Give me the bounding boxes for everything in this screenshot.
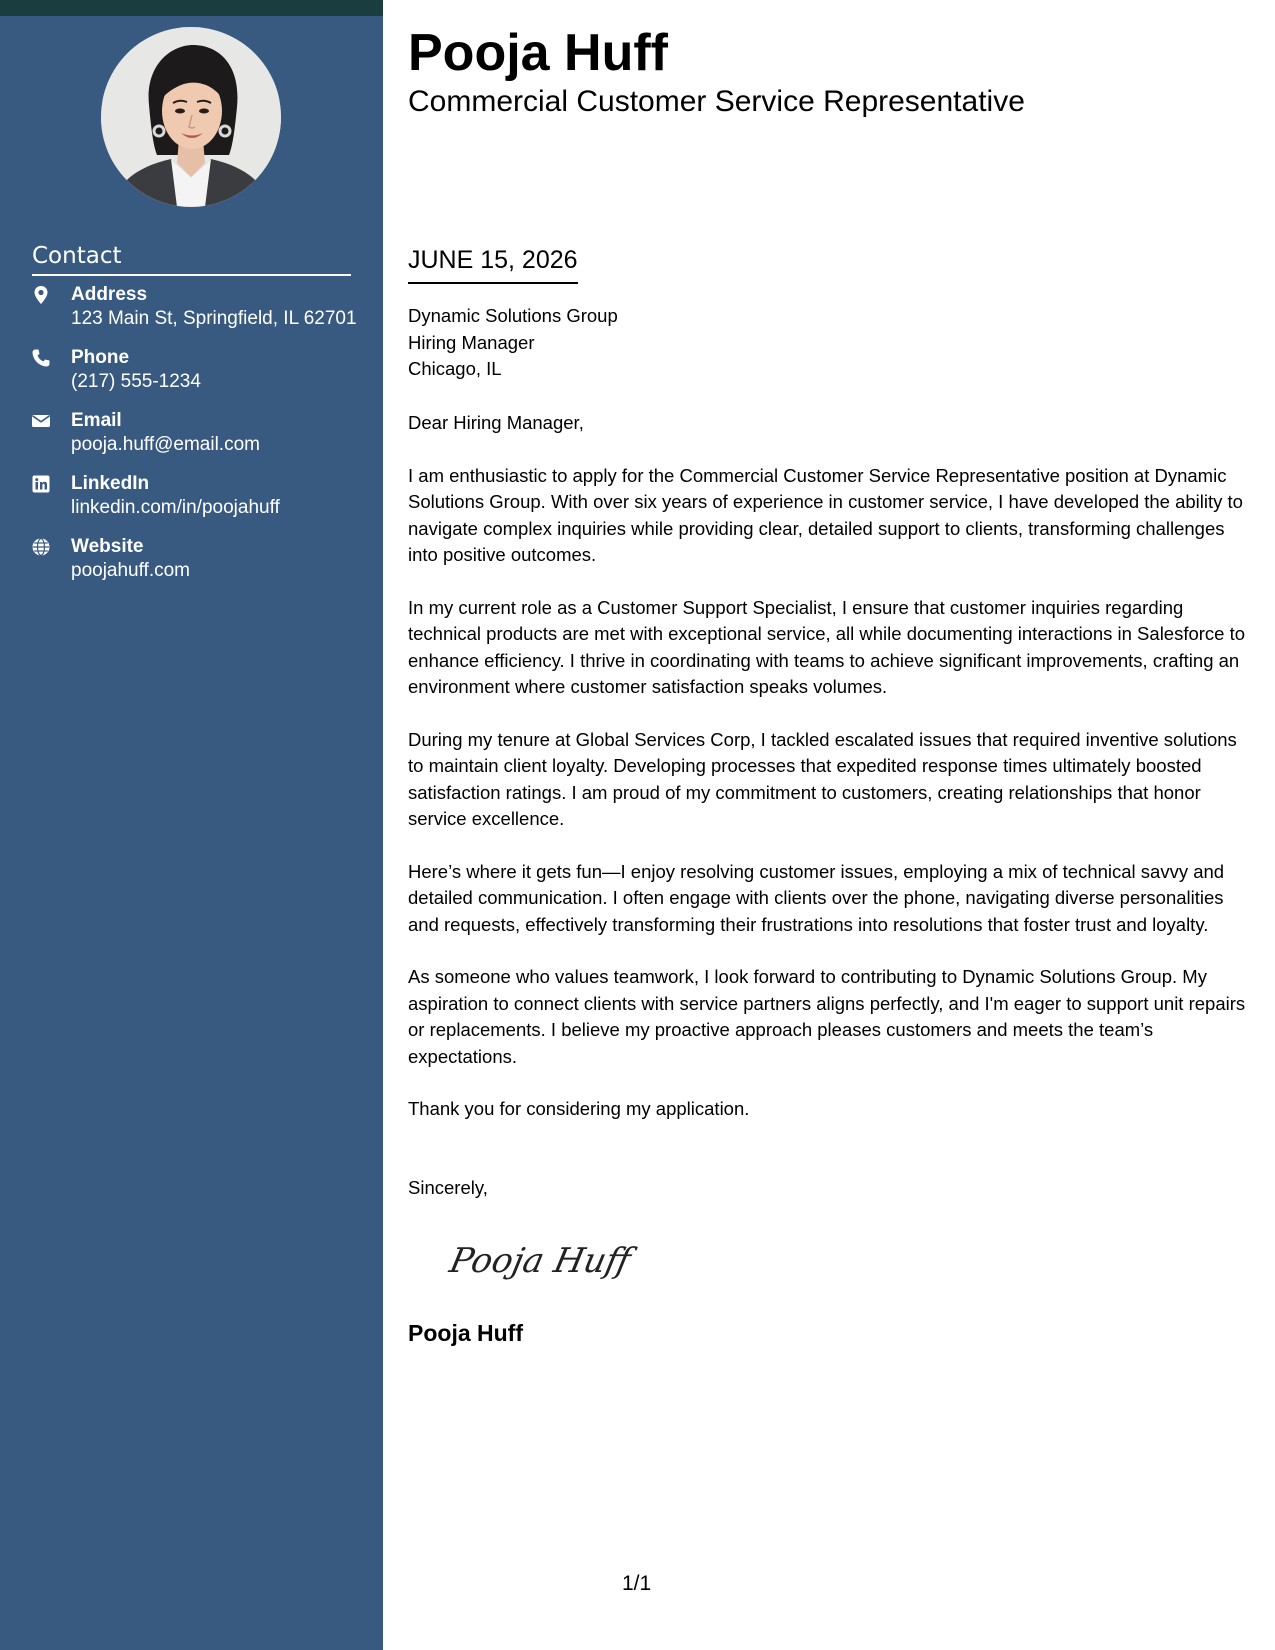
avatar	[101, 27, 281, 207]
linkedin-icon	[32, 475, 50, 493]
letter-paragraph: During my tenure at Global Services Corp, I tackled escalated issues that required inventive solutions to maintain client loyalty. Developing processes that expedited response times ultimately boosted satisfaction ratings. I am proud of my commitment to customers, creating relationships that honor service excellence.	[408, 728, 1237, 830]
letter-paragraph: Thank you for considering my application.	[408, 1098, 750, 1120]
signed-name: Pooja Huff	[408, 1320, 523, 1346]
globe-icon	[32, 538, 50, 556]
contact-item-address	[32, 283, 372, 346]
address-label: Address	[71, 284, 148, 305]
contact-item-website	[32, 535, 372, 598]
recipient-location: Chicago, IL	[408, 358, 502, 379]
contact-list	[32, 283, 372, 598]
contact-item-phone	[32, 346, 372, 409]
address-value: 123 Main St, Springfield, IL 62701	[71, 308, 357, 329]
handwritten-signature	[443, 1230, 643, 1295]
phone-value: (217) 555-1234	[71, 371, 201, 392]
sidebar-top-accent-bar	[0, 0, 383, 16]
closing: Sincerely,	[408, 1177, 488, 1198]
contact-item-email	[32, 409, 372, 472]
envelope-icon	[32, 412, 50, 430]
recipient-company: Dynamic Solutions Group	[408, 305, 618, 326]
letter-date: JUNE 15, 2026	[408, 244, 578, 284]
recipient-block	[408, 303, 618, 383]
website-label: Website	[71, 536, 144, 557]
linkedin-label: LinkedIn	[71, 473, 150, 494]
email-value: pooja.huff@email.com	[71, 434, 260, 455]
map-pin-icon	[32, 286, 50, 304]
letter-paragraph: As someone who values teamwork, I look forward to contributing to Dynamic Solutions Group. My aspiration to connect clients with service partners aligns perfectly, and I'm eager to support unit repairs or replacements. I believe my proactive approach pleases customers and meets the team’s expectations.	[408, 966, 1246, 1067]
letter-paragraph: I am enthusiastic to apply for the Commercial Customer Service Representative position at Dynamic Solutions Group. With over six years of experience in customer service, I have developed the ability to navigate complex inquiries while providing clear, detailed support to clients, transforming challenges into positive outcomes.	[408, 464, 1243, 566]
phone-icon	[32, 349, 50, 367]
recipient-title: Hiring Manager	[408, 331, 535, 353]
website-value: poojahuff.com	[71, 560, 191, 581]
avatar-portrait-image	[101, 27, 281, 207]
email-label: Email	[71, 410, 122, 431]
letter-paragraph: Here’s where it gets fun—I enjoy resolving customer issues, employing a mix of technical savvy and detailed communication. I often engage with clients over the phone, navigating diverse personalities and requests, effectively transforming their frustrations into resolutions that foster trust and loyalty.	[408, 860, 1225, 935]
letter-paragraph: In my current role as a Customer Support Specialist, I ensure that customer inquiries regarding technical products are met with exceptional service, all while documenting interactions in Salesforce to enhance efficiency. I thrive in coordinating with teams to achieve significant improvements, crafting an environment where customer satisfaction speaks volumes.	[408, 596, 1246, 698]
contact-item-linkedin	[32, 472, 372, 535]
letter-body	[408, 410, 1253, 1149]
contact-section-title: Contact	[32, 242, 351, 276]
page-number: 1/1	[622, 1572, 652, 1595]
job-title: Commercial Customer Service Representative	[408, 85, 1025, 118]
salutation: Dear Hiring Manager,	[408, 412, 584, 433]
svg-text:Pooja Huff: Pooja Huff	[446, 1241, 635, 1281]
linkedin-value: linkedin.com/in/poojahuff	[71, 497, 280, 518]
phone-label: Phone	[71, 347, 130, 368]
applicant-name: Pooja Huff	[408, 24, 668, 82]
sidebar	[0, 16, 383, 1650]
